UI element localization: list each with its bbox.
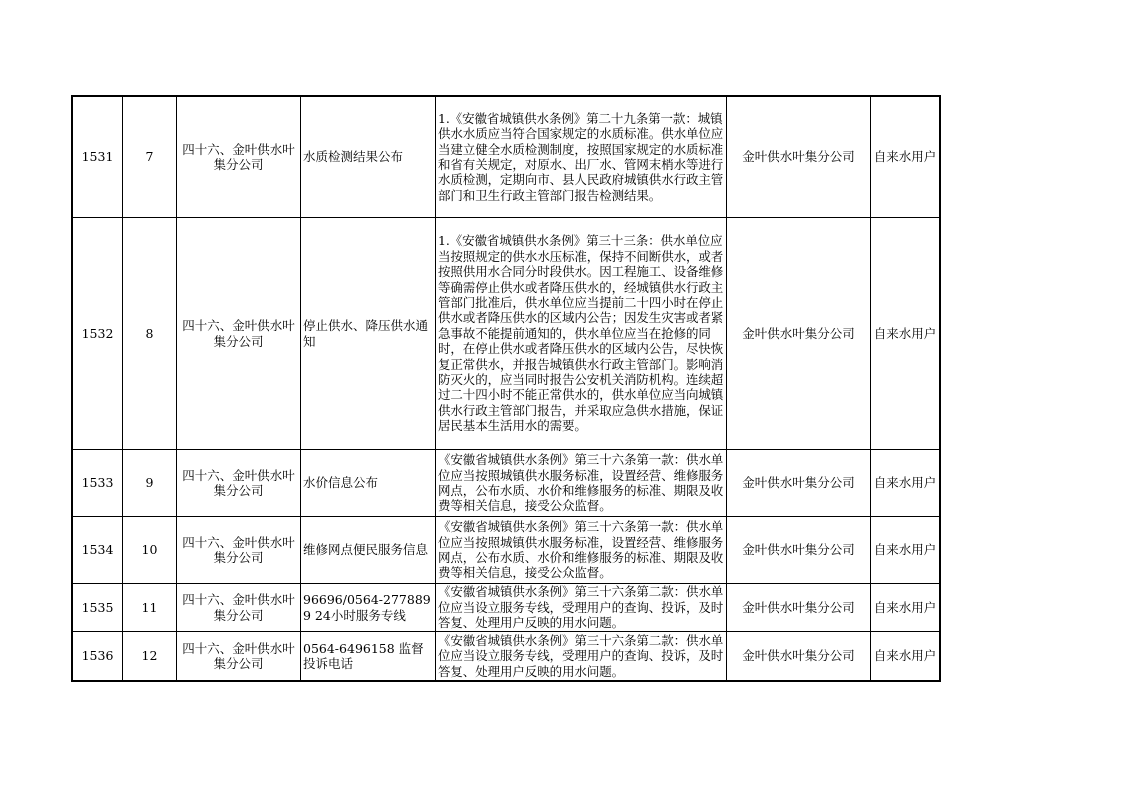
row-item-index: 7 [123,97,177,218]
table-row [73,218,940,450]
row-item-index: 9 [123,450,177,517]
row-responsible-subject: 金叶供水叶集分公司 [727,632,871,681]
row-disclosure-item: 0564-6496158 监督投诉电话 [301,632,436,681]
row-target-audience: 自来水用户 [871,97,940,218]
row-disclosure-item: 维修网点便民服务信息 [301,517,436,584]
row-department: 四十六、金叶供水叶集分公司 [177,97,301,218]
row-serial-number: 1535 [73,584,123,632]
row-disclosure-item: 水价信息公布 [301,450,436,517]
row-item-index: 8 [123,218,177,450]
row-target-audience: 自来水用户 [871,218,940,450]
row-serial-number: 1533 [73,450,123,517]
row-target-audience: 自来水用户 [871,584,940,632]
row-legal-basis: 1.《安徽省城镇供水条例》第三十三条：供水单位应当按照规定的供水水压标准，保持不间断供水，或者按照供用水合同分时段供水。因工程施工、设备维修等确需停止供水或者降压供水的，经城镇供水行政主管部门批准后，供水单位应当提前二十四小时在停止供水或者降压供水的区域内公告；因发生灾害或者紧急事故不能提前通知的，供水单位应当在抢修的同时，在停止供水或者降压供水的区域内公告，尽快恢复正常供水，并报告城镇供水行政主管部门。影响消防灭火的，应当同时报告公安机关消防机构。连续超过二十四小时不能正常供水的，供水单位应当向城镇供水行政主管部门报告，并采取应急供水措施，保证居民基本生活用水的需要。 [436,218,727,450]
row-department: 四十六、金叶供水叶集分公司 [177,517,301,584]
table-row [73,450,940,517]
row-serial-number: 1531 [73,97,123,218]
row-department: 四十六、金叶供水叶集分公司 [177,584,301,632]
row-department: 四十六、金叶供水叶集分公司 [177,218,301,450]
row-responsible-subject: 金叶供水叶集分公司 [727,584,871,632]
row-disclosure-item: 96696/0564-2778899 24小时服务专线 [301,584,436,632]
row-target-audience: 自来水用户 [871,450,940,517]
row-responsible-subject: 金叶供水叶集分公司 [727,218,871,450]
row-disclosure-item: 水质检测结果公布 [301,97,436,218]
row-legal-basis: 《安徽省城镇供水条例》第三十六条第一款：供水单位应当按照城镇供水服务标准，设置经营、维修服务网点，公布水质、水价和维修服务的标准、期限及收费等相关信息，接受公众监督。 [436,517,727,584]
row-legal-basis: 1.《安徽省城镇供水条例》第二十九条第一款：城镇供水水质应当符合国家规定的水质标准。供水单位应当建立健全水质检测制度，按照国家规定的水质标准和省有关规定，对原水、出厂水、管网末梢水等进行水质检测，定期向市、县人民政府城镇供水行政主管部门和卫生行政主管部门报告检测结果。 [436,97,727,218]
row-legal-basis: 《安徽省城镇供水条例》第三十六条第一款：供水单位应当按照城镇供水服务标准，设置经营、维修服务网点，公布水质、水价和维修服务的标准、期限及收费等相关信息，接受公众监督。 [436,450,727,517]
row-serial-number: 1536 [73,632,123,681]
disclosure-table [72,96,940,681]
row-serial-number: 1532 [73,218,123,450]
row-department: 四十六、金叶供水叶集分公司 [177,450,301,517]
row-responsible-subject: 金叶供水叶集分公司 [727,97,871,218]
row-item-index: 10 [123,517,177,584]
row-department: 四十六、金叶供水叶集分公司 [177,632,301,681]
table-row [73,632,940,681]
row-target-audience: 自来水用户 [871,517,940,584]
row-item-index: 11 [123,584,177,632]
table-row [73,97,940,218]
row-disclosure-item: 停止供水、降压供水通知 [301,218,436,450]
row-responsible-subject: 金叶供水叶集分公司 [727,450,871,517]
row-responsible-subject: 金叶供水叶集分公司 [727,517,871,584]
row-legal-basis: 《安徽省城镇供水条例》第三十六条第二款：供水单位应当设立服务专线，受理用户的查询、投诉，及时答复、处理用户反映的用水问题。 [436,632,727,681]
row-target-audience: 自来水用户 [871,632,940,681]
table-row [73,517,940,584]
table-row [73,584,940,632]
row-serial-number: 1534 [73,517,123,584]
row-legal-basis: 《安徽省城镇供水条例》第三十六条第二款：供水单位应当设立服务专线，受理用户的查询、投诉，及时答复、处理用户反映的用水问题。 [436,584,727,632]
row-item-index: 12 [123,632,177,681]
